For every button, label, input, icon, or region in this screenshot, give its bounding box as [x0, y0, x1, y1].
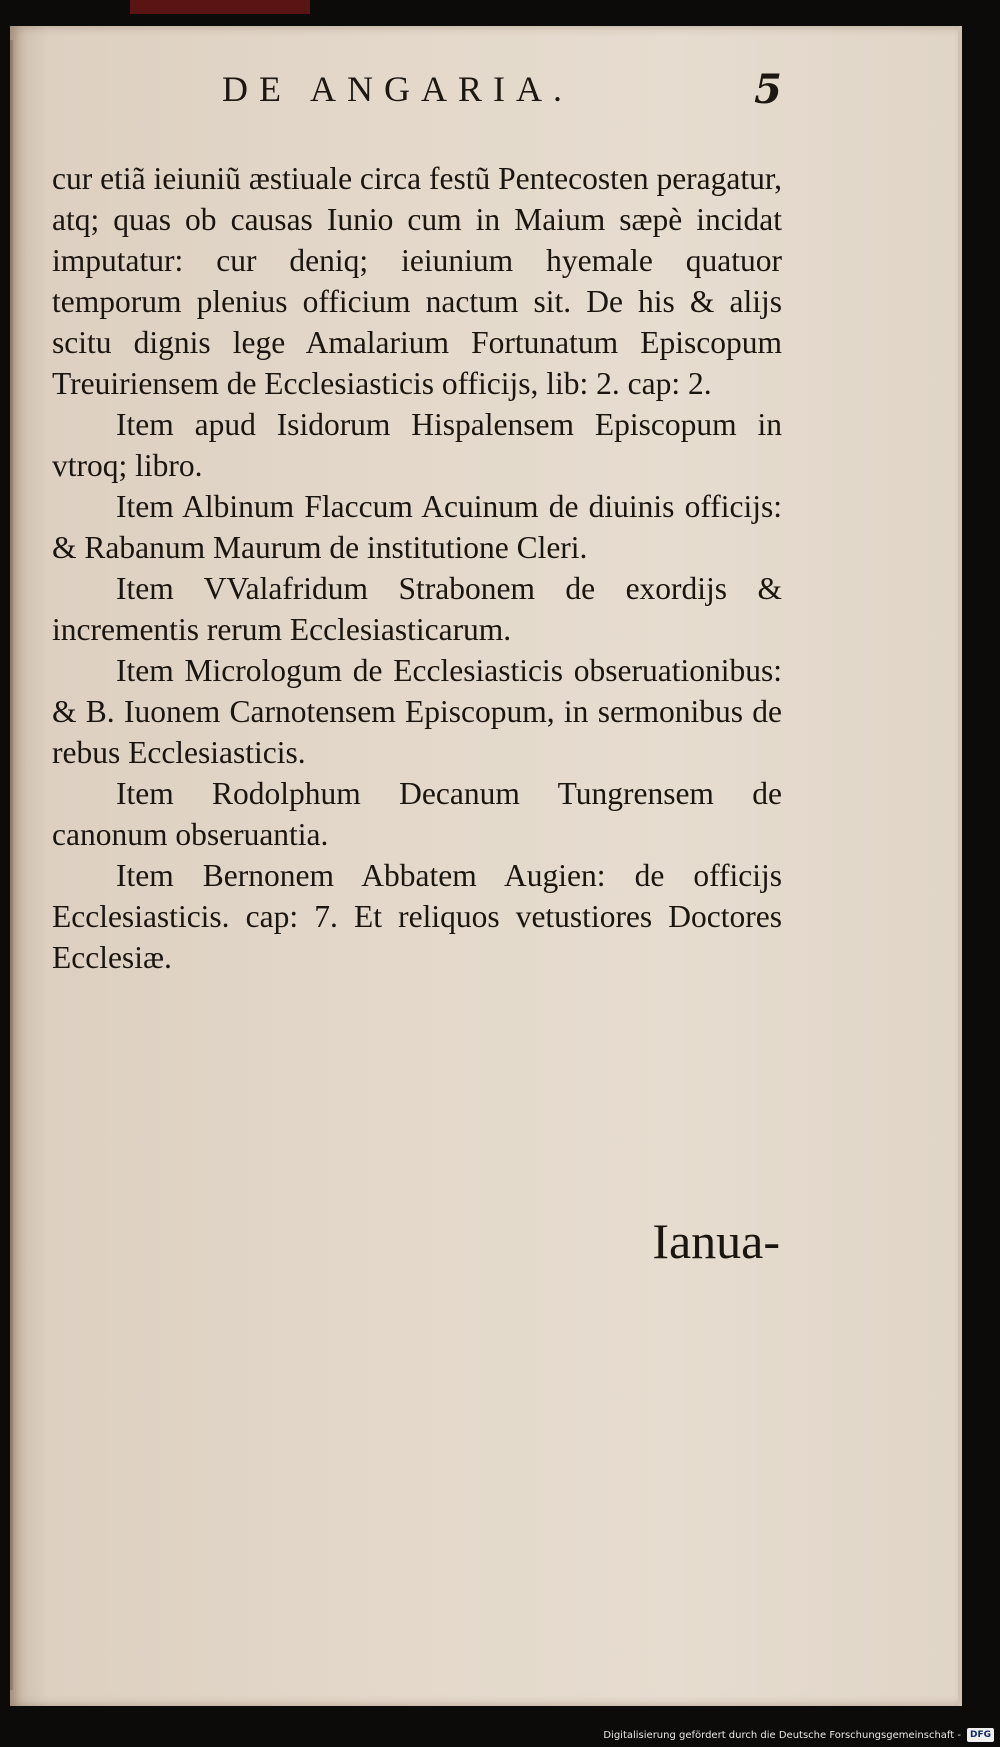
- page-fold: [10, 40, 13, 1690]
- page-number: 5: [754, 66, 782, 113]
- main-text: [52, 158, 782, 978]
- binding-edge: [130, 0, 310, 14]
- paragraph: Item Bernonem Abbatem Augien: de officijs Ecclesiasticis. cap: 7. Et reliquos vetustiores Doctores Ecclesiæ.: [52, 858, 782, 975]
- catchword: Ianua-: [652, 1213, 780, 1269]
- digitization-credit: [603, 1727, 994, 1743]
- paragraph: Item Rodolphum Decanum Tungrensem de canonum obseruantia.: [52, 776, 782, 852]
- page-header: [60, 60, 790, 120]
- paragraph: Item Micrologum de Ecclesiasticis obseruationibus: & B. Iuonem Carnotensem Episcopum, in sermonibus de rebus Ecclesiasticis.: [52, 653, 782, 770]
- credit-text: Digitalisierung gefördert durch die Deutsche Forschungsgemeinschaft -: [603, 1729, 961, 1741]
- paragraph: Item Albinum Flaccum Acuinum de diuinis officijs: & Rabanum Maurum de institutione Cleri.: [52, 489, 782, 565]
- dfg-logo: DFG: [967, 1728, 994, 1742]
- paragraph: Item apud Isidorum Hispalensem Episcopum in vtroq; libro.: [52, 407, 782, 483]
- running-title: DE ANGARIA.: [222, 69, 573, 109]
- paragraph: cur etiã ieiuniũ æstiuale circa festũ Pentecosten peragatur, atq; quas ob causas Iunio cum in Maium sæpè incidat imputatur: cur deniq; ieiunium hyemale quatuor temporum plenius officium nactum sit. De his & alijs scitu dignis lege Amalarium Fortunatum Episcopum Treuiriensem de Ecclesiasticis officijs, lib: 2. cap: 2.: [52, 161, 782, 401]
- paragraph: Item VValafridum Strabonem de exordijs & incrementis rerum Ecclesiasticarum.: [52, 571, 782, 647]
